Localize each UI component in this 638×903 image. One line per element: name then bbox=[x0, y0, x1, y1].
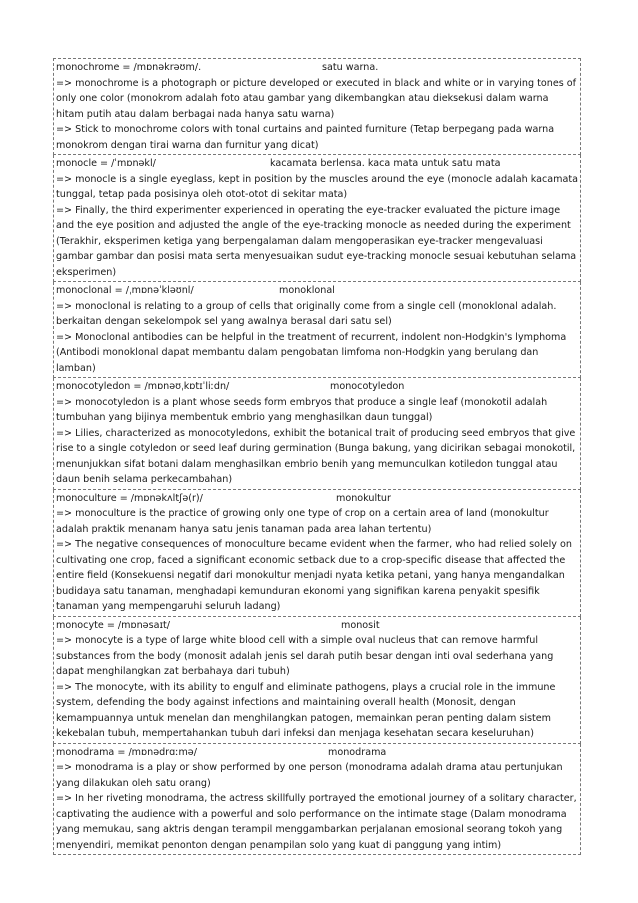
entry-monocle bbox=[53, 155, 581, 282]
entry-term: monodrama = /mɒnədrɑːmə/ bbox=[56, 746, 197, 758]
entry-header bbox=[56, 618, 578, 634]
entry-monoculture bbox=[53, 490, 581, 617]
entry-term: monoclonal = /ˌmɒnəˈkləʊnl/ bbox=[56, 285, 194, 296]
entry-example: => Finally, the third experimenter experienced in operating the eye-tracker evaluated the picture image and the eye position and adjusted the angle of the eye-tracking monocle as needed during the experiment (Terakhir, eksperimen ketiga yang berpengalaman dalam mengoperasikan eye-tracker mengevaluasi gambar gambar dan posisi mata serta menyesuaikan sudut eye-tracking monocle sesuai kebutuhan selama eksperimen) bbox=[56, 204, 577, 278]
entry-definition: => monocyte is a type of large white blood cell with a simple oval nucleus that can remove harmful substances from the body (monosit adalah jenis sel darah putih besar dengan inti oval sederhana yang dapat menghilangkan zat berbahaya dari tubuh) bbox=[56, 635, 554, 677]
entry-translation: monoklonal bbox=[279, 285, 335, 296]
entry-example: => In her riveting monodrama, the actress skillfully portrayed the emotional journey of a solitary character, captivating the audience with a powerful and solo performance on the intimate stage (Dalam monodrama yang memukau, sang aktris dengan terampil menggambarkan perjalanan emosional seorang tokoh yang menyendiri, memikat penonton dengan penampilan solo yang kuat di panggung yang intim) bbox=[56, 793, 577, 851]
entry-header bbox=[56, 745, 578, 761]
entry-definition: => monoculture is the practice of growing only one type of crop on a certain area of land (monokultur adalah praktik menanam hanya satu jenis tanaman pada area lahan tertentu) bbox=[56, 508, 549, 535]
entry-term: monocyte = /mɒnəsaɪt/ bbox=[56, 619, 171, 631]
entry-translation: monokultur bbox=[336, 492, 391, 504]
entry-translation: kacamata berlensa. kaca mata untuk satu mata bbox=[270, 158, 501, 169]
entry-definition: => monoclonal is relating to a group of cells that originally come from a single cell (monoklonal adalah. berkaitan dengan sekelompok sel yang awalnya berasal dari satu sel) bbox=[56, 300, 557, 327]
entry-monochrome bbox=[53, 58, 581, 155]
entry-term: monocotyledon = /mɒnəʊˌkɒtɪˈliːdn/ bbox=[56, 381, 230, 392]
entry-monocotyledon bbox=[53, 378, 581, 490]
entry-header bbox=[56, 283, 578, 299]
entry-example: => The monocyte, with its ability to engulf and eliminate pathogens, plays a crucial role in the immune system, defending the body against infections and maintaining overall health (Monosit, dengan kemampuannya untuk menelan dan menghilangkan patogen, memainkan peran penting dalam sistem kekebalan tubuh, mempertahankan tubuh dari infeksi dan menjaga kesehatan secara keseluruhan) bbox=[56, 681, 556, 739]
entry-definition: => monocle is a single eyeglass, kept in position by the muscles around the eye (monocle adalah kacamata tunggal, tetap pada posisinya oleh otot-otot di sekitar mata) bbox=[56, 173, 578, 200]
entry-term: monoculture = /mɒnəkʌltʃə(r)/ bbox=[56, 492, 203, 504]
entry-definition: => monodrama is a play or show performed by one person (monodrama adalah drama atau pertunjukan yang dilakukan oleh satu orang) bbox=[56, 762, 563, 789]
entry-monocyte bbox=[53, 617, 581, 744]
entry-translation: monocotyledon bbox=[330, 381, 405, 392]
entry-monodrama bbox=[53, 744, 581, 856]
entry-translation: monodrama bbox=[328, 746, 387, 758]
entry-header bbox=[56, 379, 578, 395]
entry-monoclonal bbox=[53, 282, 581, 378]
entry-header bbox=[56, 156, 578, 172]
entry-header bbox=[56, 60, 578, 76]
entry-definition: => monocotyledon is a plant whose seeds form embryos that produce a single leaf (monokotil adalah tumbuhan yang bijinya membentuk embrio yang menghasilkan daun tunggal) bbox=[56, 396, 548, 423]
entry-example: => Lilies, characterized as monocotyledons, exhibit the botanical trait of producing seed embryos that give rise to a single cotyledon or seed leaf during germination (Bunga bakung, yang dicirikan sebagai monokotil, menunjukkan sifat botani dalam menghasilkan embrio benih yang memunculkan kotiledon tunggal atau daun benih selama perkecambahan) bbox=[56, 427, 576, 485]
entry-term: monochrome = /mɒnəkrəʊm/. bbox=[56, 62, 202, 73]
entry-example: => Stick to monochrome colors with tonal curtains and painted furniture (Tetap berpegang pada warna monokrom dengan tirai warna dan furnitur yang dicat) bbox=[56, 124, 555, 151]
entry-example: => The negative consequences of monoculture became evident when the farmer, who had relied solely on cultivating one crop, faced a significant economic setback due to a crop-specific disease that affected the entire field (Konsekuensi negatif dari monokultur menjadi nyata ketika petani, yang hanya mengandalkan budidaya satu tanaman, menghadapi kemunduran ekonomi yang signifikan karena penyakit spesifik tanaman yang mempengaruhi seluruh ladang) bbox=[56, 539, 572, 612]
entry-term: monocle = /ˈmɒnəkl/ bbox=[56, 158, 156, 169]
glossary-page bbox=[53, 58, 581, 855]
entry-header bbox=[56, 491, 578, 507]
entry-translation: monosit bbox=[341, 619, 380, 631]
entry-translation: satu warna. bbox=[322, 62, 379, 73]
entry-definition: => monochrome is a photograph or picture developed or executed in black and white or in varying tones of only one color (monokrom adalah foto atau gambar yang dikembangkan atau dieksekusi dalam warna hitam putih atau dalam berbagai nada hanya satu warna) bbox=[56, 77, 577, 120]
entry-example: => Monoclonal antibodies can be helpful in the treatment of recurrent, indolent non-Hodgkin's lymphoma (Antibodi monoklonal dapat membantu dalam pengobatan limfoma non-Hodgkin yang berulang dan lamban) bbox=[56, 331, 567, 374]
